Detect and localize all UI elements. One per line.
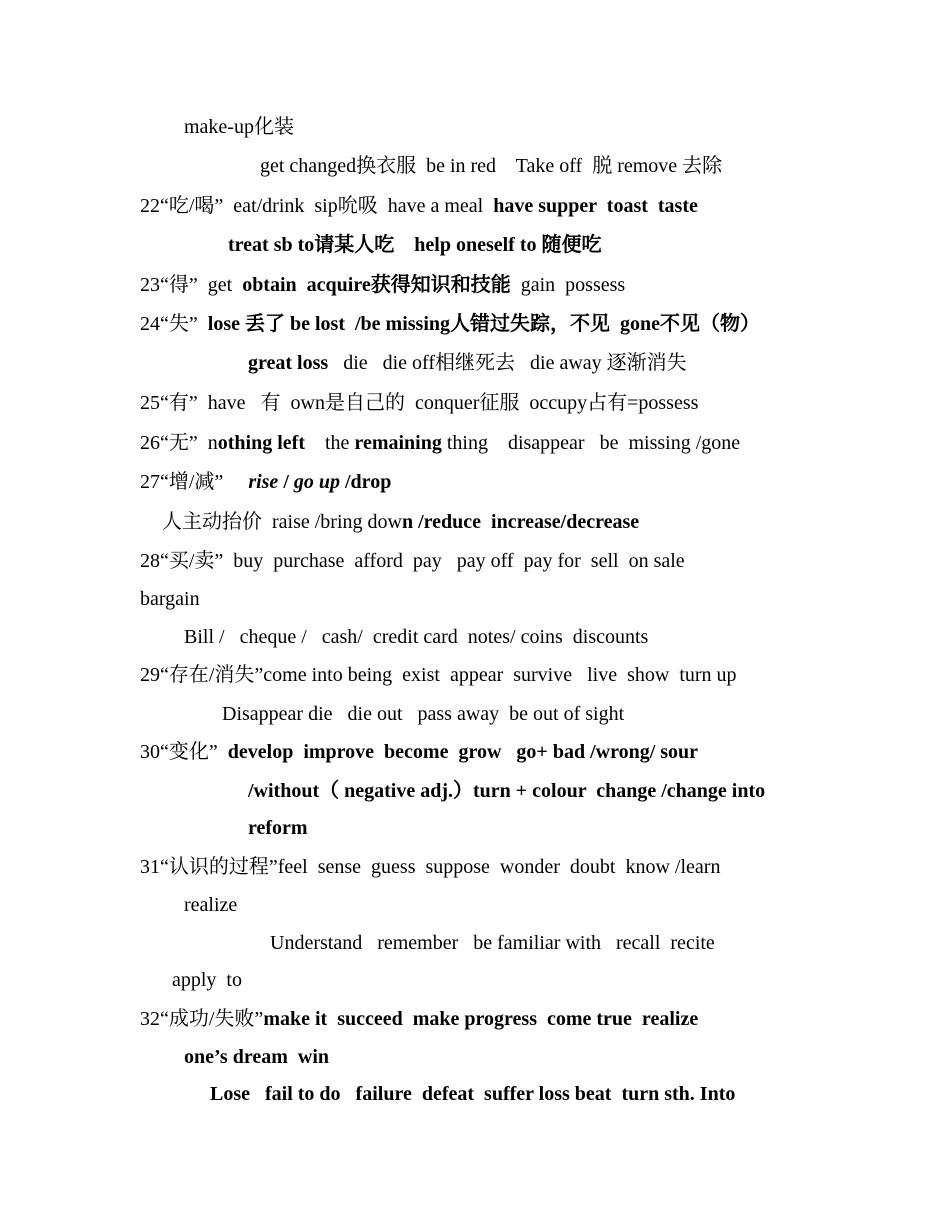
- text-segment: go up: [293, 471, 340, 493]
- text-line: [140, 431, 740, 455]
- text-segment: Bill / cheque / cash/ credit card notes/ coins discounts: [184, 626, 649, 648]
- text-segment: 31“认识的过程”feel sense guess suppose wonder doubt know /learn: [140, 856, 721, 878]
- text-line: [140, 194, 698, 218]
- text-segment: /without（ negative adj.）turn + colour change /change into: [248, 780, 766, 802]
- text-segment: Lose fail to do failure defeat suffer loss beat turn sth. Into: [210, 1083, 736, 1105]
- text-line: [140, 549, 685, 573]
- text-segment: have supper toast taste: [493, 195, 698, 217]
- text-segment: reform: [248, 817, 308, 839]
- text-segment: 29“存在/消失”come into being exist appear survive live show turn up: [140, 664, 737, 686]
- text-line: [210, 1082, 735, 1106]
- text-segment: make it succeed make progress come true realize: [263, 1008, 699, 1030]
- text-line: [140, 273, 625, 297]
- text-segment: die die off相继死去 die away 逐渐消失: [328, 352, 687, 374]
- text-segment: bargain: [140, 588, 200, 610]
- text-segment: n /reduce increase/decrease: [401, 511, 640, 533]
- text-line: [140, 1007, 698, 1031]
- text-segment: apply to: [172, 969, 242, 991]
- text-segment: make-up化装: [184, 116, 294, 138]
- text-segment: get changed换衣服 be in red Take off 脱 remove 去除: [260, 155, 723, 177]
- text-line: [248, 779, 765, 803]
- text-segment: Understand remember be familiar with recall recite: [270, 932, 715, 954]
- text-segment: 24“失”: [140, 313, 208, 335]
- text-segment: Disappear die die out pass away be out of sight: [222, 703, 625, 725]
- text-segment: 22“吃/喝” eat/drink sip吮吸 have a meal: [140, 195, 494, 217]
- text-segment: great loss: [248, 352, 329, 374]
- text-segment: 27“增/减”: [140, 471, 249, 493]
- text-segment: treat sb to请某人吃 help oneself to 随便吃: [228, 234, 602, 256]
- text-line: [184, 115, 294, 139]
- text-segment: /drop: [340, 471, 392, 493]
- text-line: [140, 470, 391, 494]
- text-segment: one’s dream win: [184, 1046, 329, 1068]
- text-line: [228, 233, 602, 257]
- text-segment: 23“得” get: [140, 274, 243, 296]
- text-segment: 25“有” have 有 own是自己的 conquer征服 occupy占有=possess: [140, 392, 699, 414]
- text-segment: develop improve become grow go+ bad /wrong/ sour: [227, 741, 699, 763]
- text-line: [140, 855, 720, 879]
- text-segment: /: [278, 471, 294, 493]
- text-segment: thing disappear be missing /gone: [441, 432, 741, 454]
- text-line: [162, 510, 639, 534]
- text-segment: 26“无” n: [140, 432, 218, 454]
- text-segment: remaining: [354, 432, 442, 454]
- text-line: [140, 391, 698, 415]
- text-segment: gain possess: [510, 274, 626, 296]
- text-segment: 30“变化”: [140, 741, 228, 763]
- text-segment: 人主动抬价 raise /bring dow: [162, 511, 402, 533]
- text-line: [172, 968, 242, 992]
- text-segment: realize: [184, 894, 238, 916]
- text-segment: the: [304, 432, 355, 454]
- text-line: [140, 740, 698, 764]
- text-line: [140, 312, 760, 336]
- text-segment: othing left: [217, 432, 305, 454]
- text-line: [248, 816, 308, 840]
- text-line: [222, 702, 624, 726]
- text-segment: obtain acquire获得知识和技能: [242, 274, 511, 296]
- text-line: [184, 1045, 329, 1069]
- text-line: [184, 625, 648, 649]
- text-line: [270, 931, 715, 955]
- text-segment: lose 丢了 be lost /be missing人错过失踪，不见 gone不见（物）: [207, 313, 761, 335]
- text-segment: rise: [248, 471, 279, 493]
- text-line: [248, 351, 687, 375]
- text-line: [260, 154, 722, 178]
- text-line: [140, 587, 200, 611]
- text-segment: 32“成功/失败”: [140, 1008, 264, 1030]
- text-segment: 28“买/卖” buy purchase afford pay pay off pay for sell on sale: [140, 550, 685, 572]
- text-line: [140, 663, 737, 687]
- text-line: [184, 893, 237, 917]
